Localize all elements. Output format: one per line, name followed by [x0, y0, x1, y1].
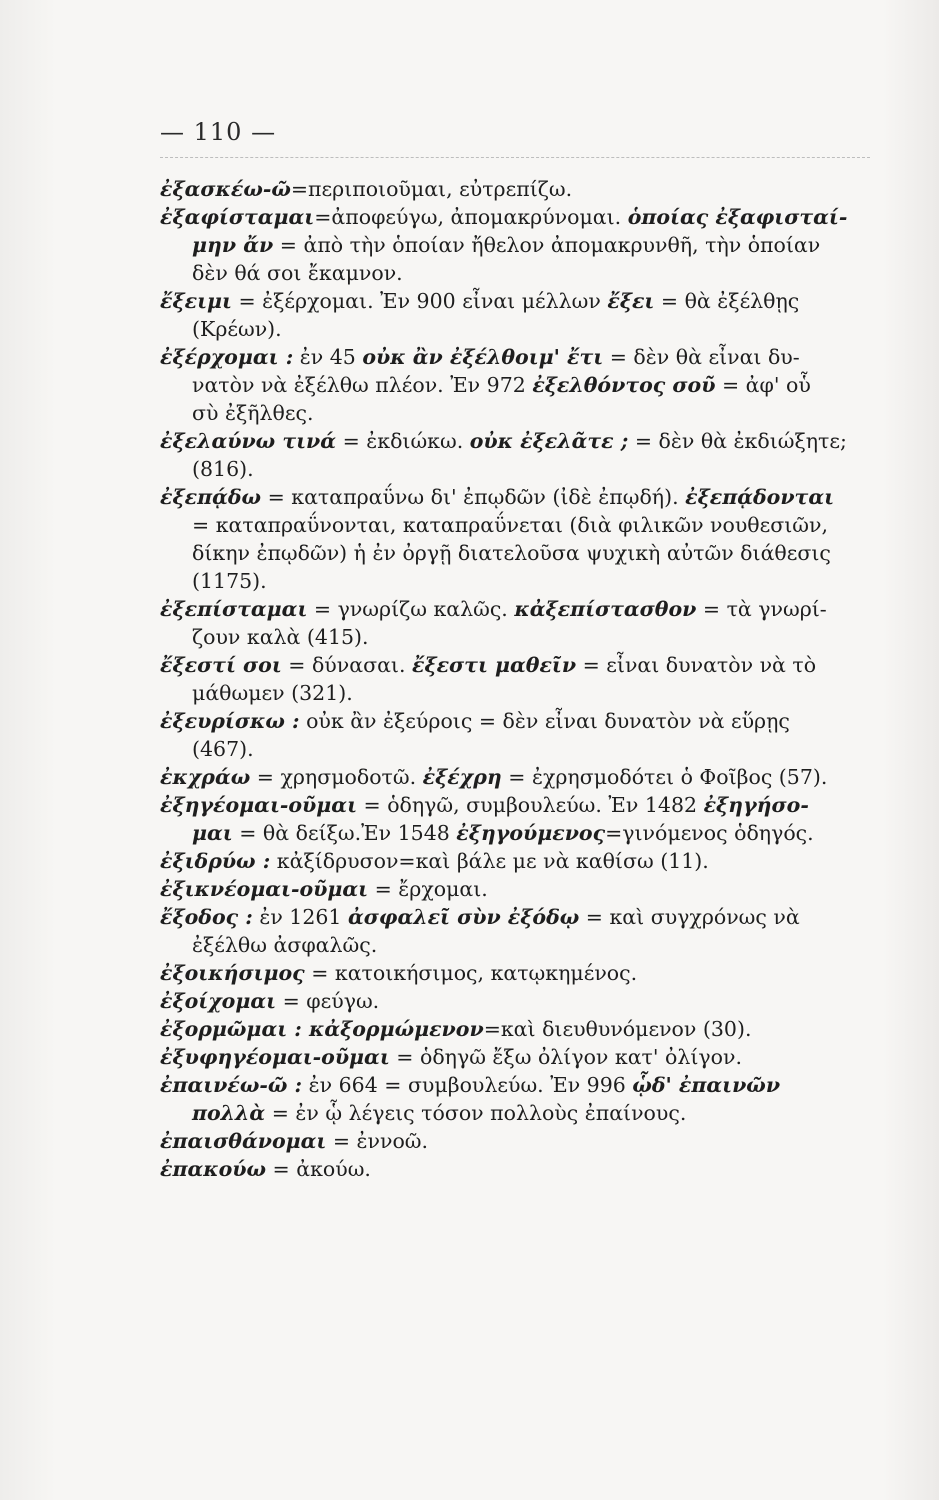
- definition-text: δὲν θά σοι ἔκαμνον.: [192, 261, 403, 285]
- definition-text: = δὲν θὰ εἶναι δυ-: [603, 345, 800, 369]
- definition-text: = ἀκούω.: [266, 1157, 371, 1181]
- headword: ἐξιδρύω :: [160, 849, 271, 873]
- headword: ἐξηγέομαι-οῦμαι: [160, 793, 357, 817]
- definition-text: οὐκ ἂν ἐξεύροις = δὲν εἶναι δυνατὸν νὰ εὕρῃς: [299, 709, 790, 733]
- headword: ἐπακούω: [160, 1157, 267, 1181]
- entry-line: [160, 427, 880, 455]
- definition-text: = θὰ δείξω.Ἐν 1548: [232, 821, 457, 845]
- definition-text: ἐν 664 = συμβουλεύω. Ἐν 996: [302, 1073, 633, 1097]
- headword: ἐξευρίσκω :: [160, 709, 300, 733]
- definition-text: = ὁδηγῶ, συμβουλεύω. Ἐν 1482: [356, 793, 704, 817]
- entry-line: [160, 791, 880, 819]
- definition-text: (467).: [192, 737, 254, 761]
- headword: ἔξοδος :: [160, 905, 253, 929]
- definition-text: δίκην ἐπῳδῶν) ἡ ἐν ὀργῇ διατελοῦσα ψυχικὴ αὐτῶν διάθεσις: [192, 541, 831, 565]
- headword: ἔξειμι: [160, 289, 232, 313]
- definition-text: σὺ ἐξῆλθες.: [192, 401, 314, 425]
- headword: ἐξεπίσταμαι: [160, 597, 308, 621]
- headword: ἐξαφίσταμαι: [160, 205, 315, 229]
- entry-line: [160, 1071, 880, 1099]
- definition-text: ἐξέλθω ἀσφαλῶς.: [192, 933, 378, 957]
- headword: μην ἄν: [192, 233, 274, 257]
- entry-continuation-line: [160, 315, 880, 343]
- headword: ἐξέχρη: [422, 765, 502, 789]
- headword: ἐκχράω: [160, 765, 251, 789]
- definition-text: = δύνασαι.: [281, 653, 412, 677]
- entry-line: [160, 959, 880, 987]
- entry-line: [160, 763, 880, 791]
- definition-text: (1175).: [192, 569, 267, 593]
- entry-line: [160, 847, 880, 875]
- definition-text: = γνωρίζω καλῶς.: [307, 597, 515, 621]
- headword: ᾧδ' ἐπαινῶν: [632, 1073, 781, 1097]
- entry-line: [160, 483, 880, 511]
- entry-line: [160, 903, 880, 931]
- entry-line: [160, 595, 880, 623]
- definition-text: κἀξίδρυσον=καὶ βάλε με νὰ καθίσω (11).: [270, 849, 709, 873]
- definition-text: = καταπραΰνονται, καταπραΰνεται (διὰ φιλικῶν νουθεσιῶν,: [192, 513, 829, 537]
- headword: ἀσφαλεῖ σὺν ἐξόδῳ: [348, 905, 580, 929]
- headword: ἐξέρχομαι :: [160, 345, 294, 369]
- page-number: — 110 —: [160, 118, 277, 146]
- entry-continuation-line: [160, 455, 880, 483]
- definition-text: = καταπραΰνω δι' ἐπῳδῶν (ἰδὲ ἐπῳδή).: [261, 485, 686, 509]
- entry-line: [160, 1127, 880, 1155]
- entry-continuation-line: [160, 399, 880, 427]
- entry-line: [160, 651, 880, 679]
- headword: ἐξυφηγέομαι-οῦμαι: [160, 1045, 390, 1069]
- headword: ὁποίας ἐξαφισταί-: [627, 205, 848, 229]
- headword: ἔξεστι μαθεῖν: [411, 653, 577, 677]
- headword: ἐξοικήσιμος: [160, 961, 305, 985]
- definition-text: (Κρέων).: [192, 317, 282, 341]
- definition-text: νατὸν νὰ ἐξέλθω πλέον. Ἐν 972: [192, 373, 533, 397]
- definition-text: ζουν καλὰ (415).: [192, 625, 369, 649]
- definition-text: =καὶ διευθυνόμενον (30).: [483, 1017, 752, 1041]
- entry-line: [160, 175, 880, 203]
- headword: ἐξασκέω-ῶ: [160, 177, 291, 201]
- definition-text: = καὶ συγχρόνως νὰ: [579, 905, 800, 929]
- definition-text: (816).: [192, 457, 254, 481]
- entry-continuation-line: [160, 231, 880, 259]
- definition-text: =ἀποφεύγω, ἀπομακρύνομαι.: [314, 205, 628, 229]
- entry-line: [160, 987, 880, 1015]
- definition-text: = θὰ ἐξέλθῃς: [654, 289, 800, 313]
- headword: ἔξεστί σοι: [160, 653, 282, 677]
- glossary-body: [160, 175, 880, 1183]
- headword: ἐξελθόντος σοῦ: [532, 373, 716, 397]
- entry-line: [160, 1155, 880, 1183]
- definition-text: = ἐκδιώκω.: [336, 429, 470, 453]
- definition-text: = ὁδηγῶ ἔξω ὀλίγον κατ' ὀλίγον.: [389, 1045, 742, 1069]
- headword: ἐξελαύνω τινά: [160, 429, 337, 453]
- definition-text: = ἔρχομαι.: [368, 877, 488, 901]
- headword: ἐξηγούμενος: [456, 821, 606, 845]
- headword: ἐξορμῶμαι : κἀξορμώμενον: [160, 1017, 484, 1041]
- entry-line: [160, 343, 880, 371]
- definition-text: = ἐξέρχομαι. Ἐν 900 εἶναι μέλλων: [231, 289, 608, 313]
- definition-text: = χρησμοδοτῶ.: [250, 765, 423, 789]
- entry-continuation-line: [160, 931, 880, 959]
- header-rule: [160, 157, 870, 158]
- definition-text: = ἀφ' οὗ: [715, 373, 811, 397]
- definition-text: =περιποιοῦμαι, εὐτρεπίζω.: [290, 177, 573, 201]
- entry-line: [160, 875, 880, 903]
- entry-line: [160, 203, 880, 231]
- headword: ἐπαινέω-ῶ :: [160, 1073, 303, 1097]
- definition-text: ἐν 45: [293, 345, 363, 369]
- entry-continuation-line: [160, 623, 880, 651]
- entry-line: [160, 1043, 880, 1071]
- definition-text: = κατοικήσιμος, κατῳκημένος.: [304, 961, 638, 985]
- entry-continuation-line: [160, 679, 880, 707]
- entry-line: [160, 707, 880, 735]
- definition-text: = ἐννοῶ.: [326, 1129, 429, 1153]
- entry-line: [160, 287, 880, 315]
- headword: πολλὰ: [192, 1101, 266, 1125]
- entry-continuation-line: [160, 1099, 880, 1127]
- entry-continuation-line: [160, 511, 880, 539]
- headword: οὐκ ἐξελᾶτε ;: [469, 429, 629, 453]
- definition-text: = δὲν θὰ ἐκδιώξητε;: [628, 429, 847, 453]
- definition-text: = ἐχρησμοδότει ὁ Φοῖβος (57).: [501, 765, 828, 789]
- definition-text: = τὰ γνωρί-: [696, 597, 827, 621]
- headword: ἐξεπᾴδονται: [685, 485, 835, 509]
- headword: ἐξοίχομαι: [160, 989, 277, 1013]
- entry-continuation-line: [160, 259, 880, 287]
- definition-text: = ἀπὸ τὴν ὁποίαν ἤθελον ἀπομακρυνθῆ, τὴν ὁποίαν: [273, 233, 821, 257]
- headword: οὐκ ἂν ἐξέλθοιμ' ἔτι: [362, 345, 604, 369]
- headword: ἐξηγήσο-: [703, 793, 809, 817]
- definition-text: ἐν 1261: [252, 905, 348, 929]
- definition-text: =γινόμενος ὁδηγός.: [605, 821, 814, 845]
- headword: κἀξεπίστασθον: [514, 597, 697, 621]
- definition-text: μάθωμεν (321).: [192, 681, 353, 705]
- definition-text: = φεύγω.: [276, 989, 380, 1013]
- headword: ἐπαισθάνομαι: [160, 1129, 327, 1153]
- entry-continuation-line: [160, 819, 880, 847]
- headword: μαι: [192, 821, 233, 845]
- entry-line: [160, 1015, 880, 1043]
- definition-text: = εἶναι δυνατὸν νὰ τὸ: [576, 653, 817, 677]
- entry-continuation-line: [160, 539, 880, 567]
- entry-continuation-line: [160, 735, 880, 763]
- headword: ἐξικνέομαι-οῦμαι: [160, 877, 369, 901]
- headword: ἔξει: [607, 289, 655, 313]
- headword: ἐξεπᾴδω: [160, 485, 262, 509]
- definition-text: = ἐν ᾧ λέγεις τόσον πολλοὺς ἐπαίνους.: [265, 1101, 687, 1125]
- entry-continuation-line: [160, 371, 880, 399]
- entry-continuation-line: [160, 567, 880, 595]
